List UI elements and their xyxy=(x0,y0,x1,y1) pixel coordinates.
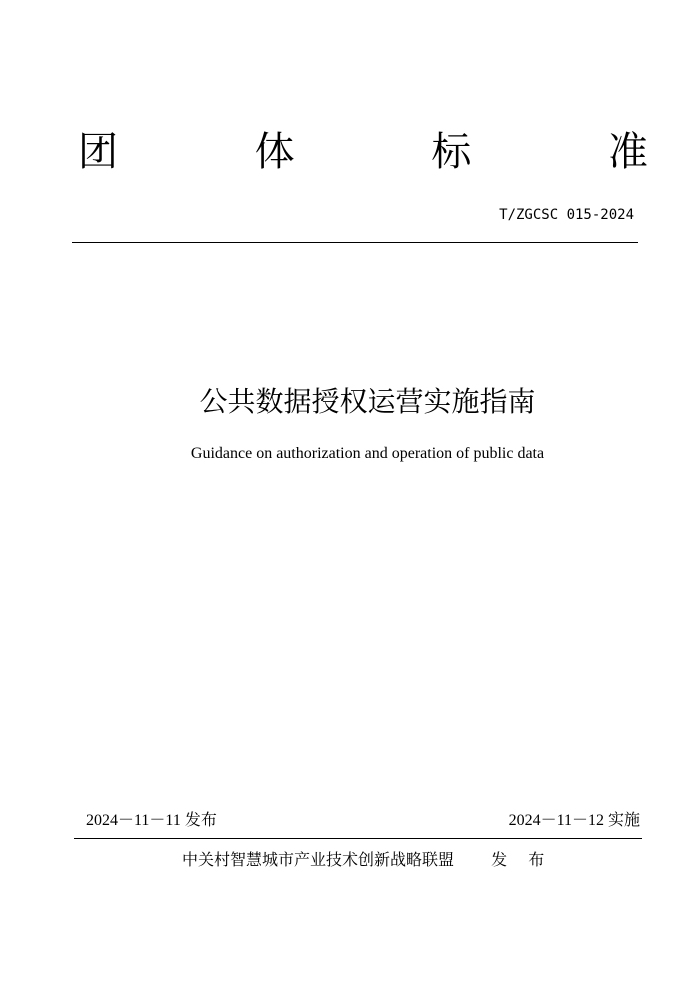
top-divider xyxy=(72,242,638,243)
publish-action: 发 布 xyxy=(491,850,553,869)
implement-date: 2024－11－12 xyxy=(508,812,604,829)
standard-number: T/ZGCSC 015-2024 xyxy=(499,207,634,223)
standard-category-heading xyxy=(78,128,648,176)
issue-date: 2024－11－11 xyxy=(86,812,181,829)
category-char: 准 xyxy=(607,129,648,175)
implement-date-line xyxy=(509,810,640,831)
document-title: 公共数据授权运营实施指南 xyxy=(199,385,536,418)
bottom-divider xyxy=(74,838,642,839)
category-char: 团 xyxy=(78,129,118,175)
category-char: 体 xyxy=(254,129,295,175)
issue-label: 发布 xyxy=(184,810,217,829)
implement-label: 实施 xyxy=(607,810,640,829)
issue-date-line xyxy=(86,810,217,831)
publisher-name: 中关村智慧城市产业技术创新战略联盟 xyxy=(182,850,455,869)
document-subtitle-english: Guidance on authorization and operation of public data xyxy=(190,445,545,462)
category-char: 标 xyxy=(431,129,472,175)
publisher-line xyxy=(182,850,552,870)
